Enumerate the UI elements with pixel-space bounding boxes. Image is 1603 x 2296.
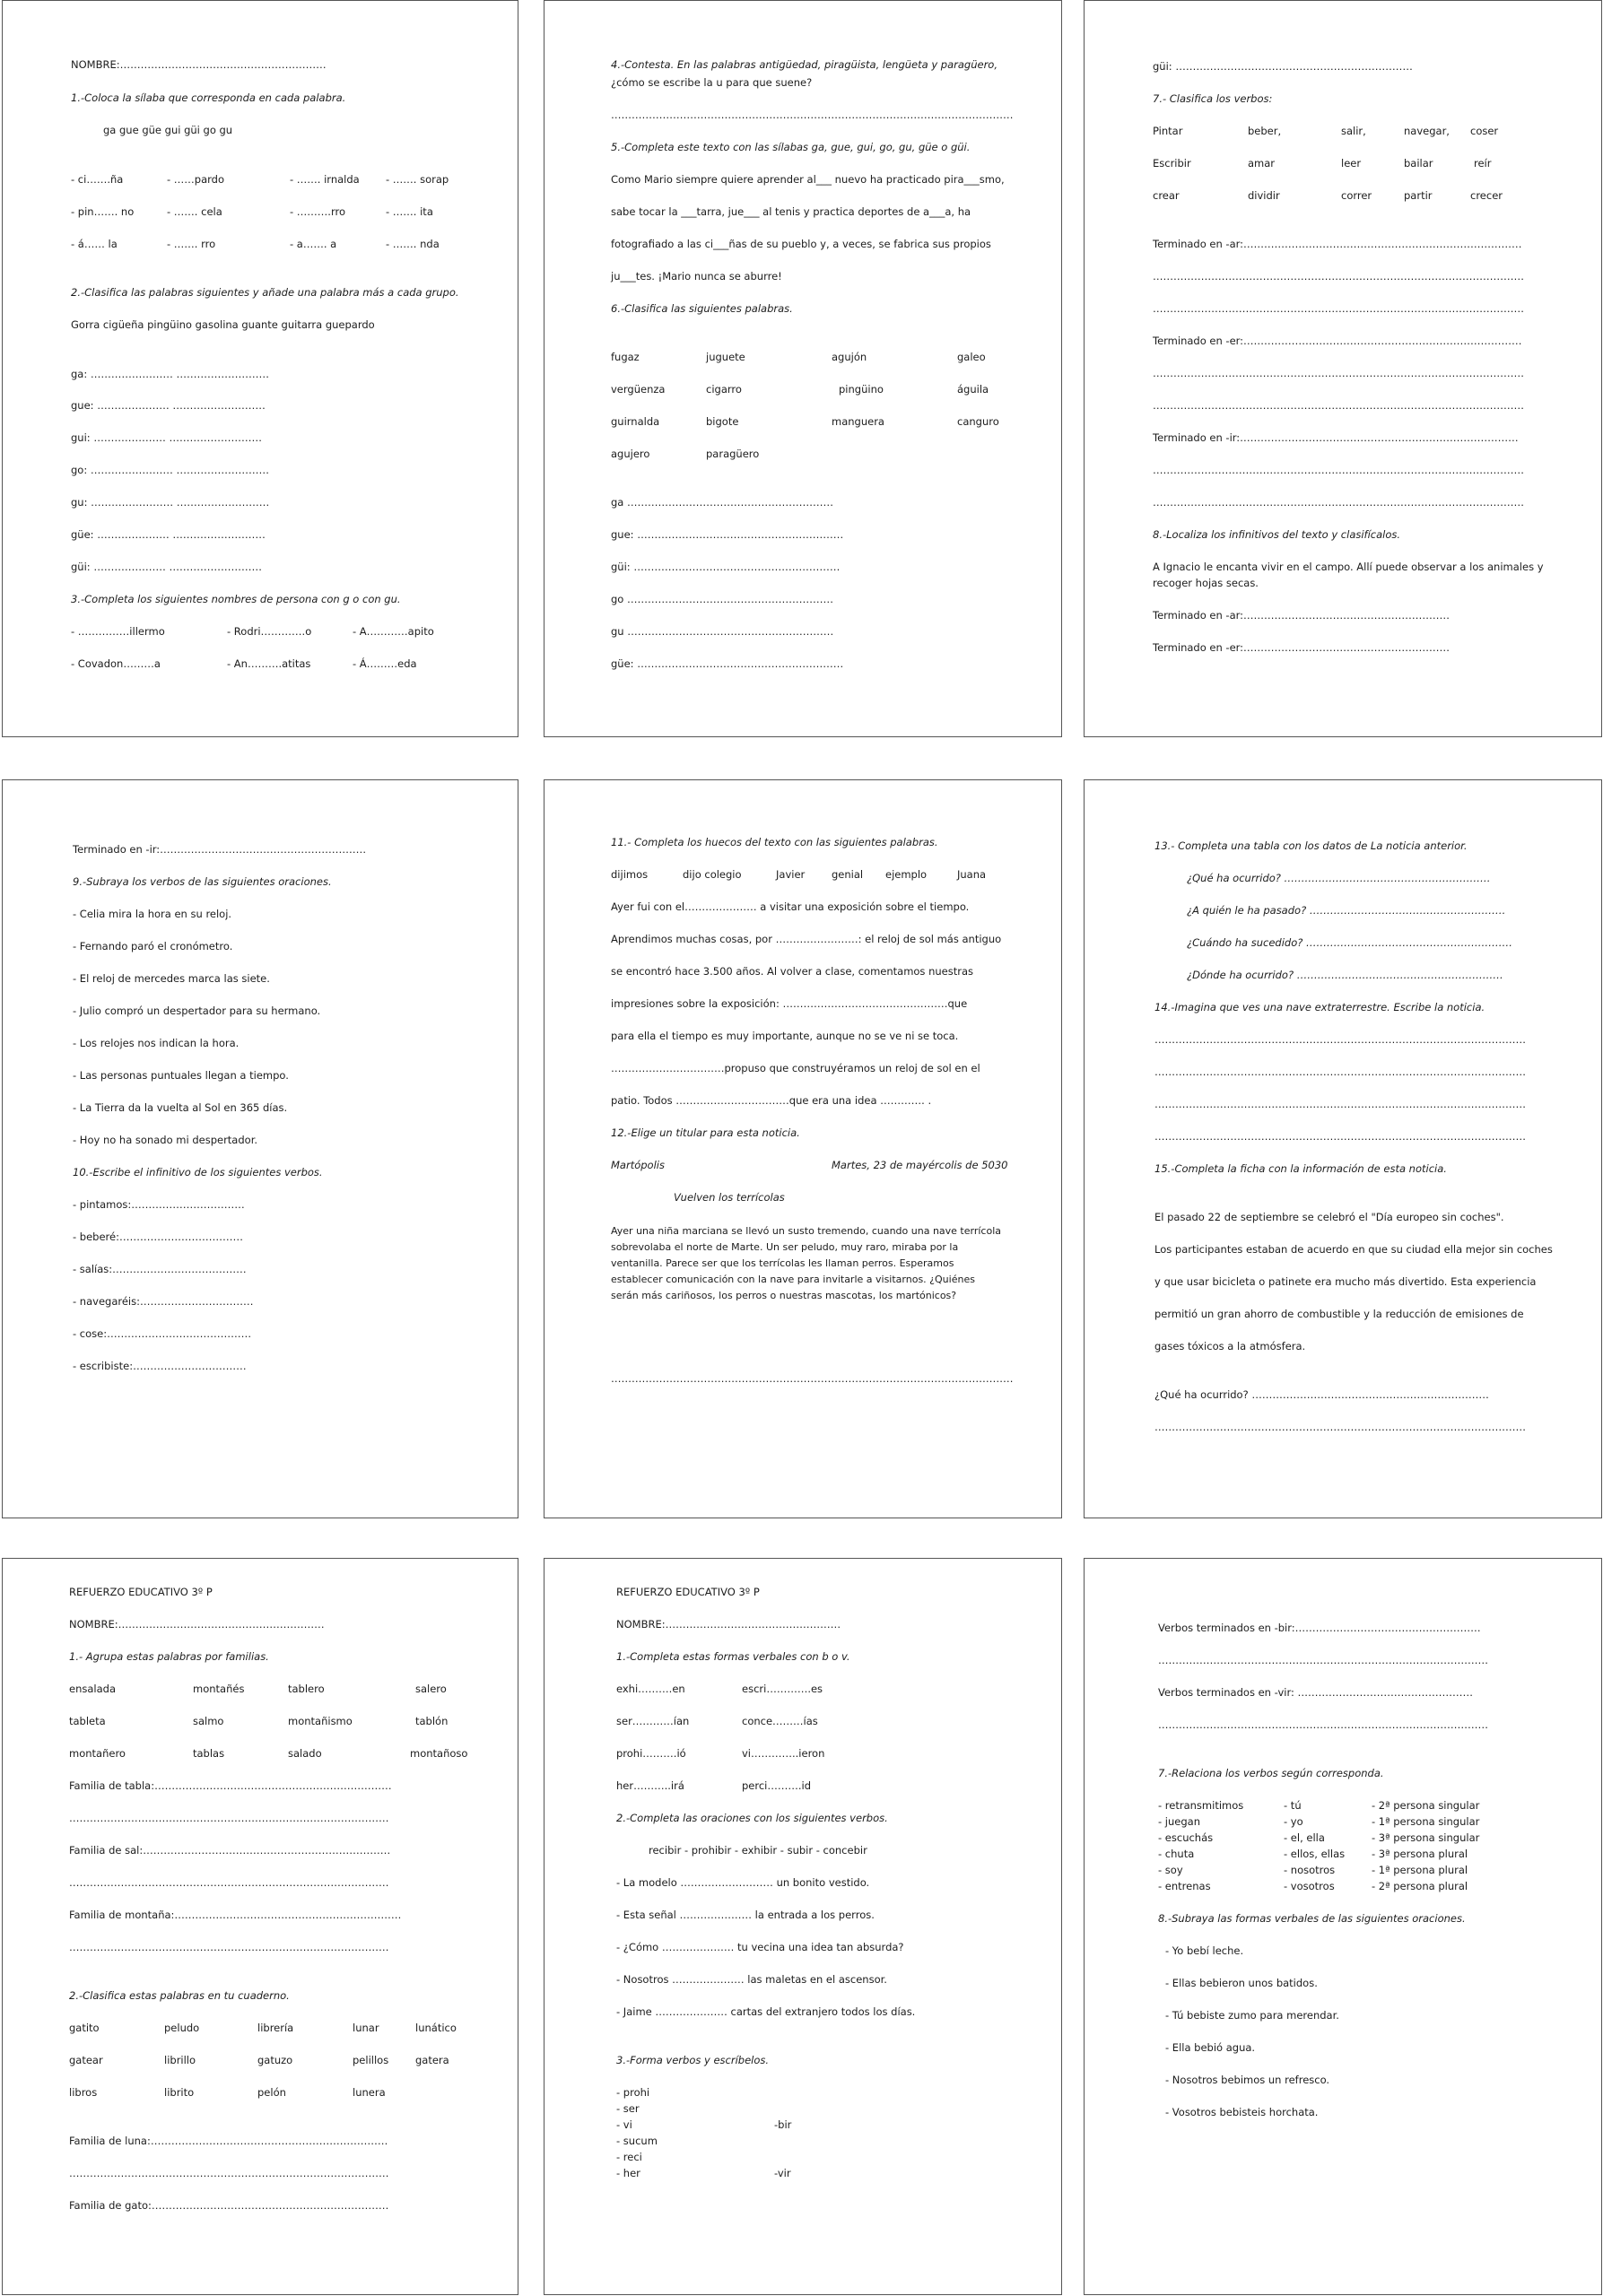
answer-line: gue: …………………………………………………… bbox=[611, 528, 844, 541]
person-item: - 1ª persona singular bbox=[1372, 1815, 1480, 1828]
sentence: - Nosotros bebimos un refresco. bbox=[1165, 2074, 1330, 2086]
word: genial bbox=[832, 868, 864, 881]
question-6: 6.-Clasifica las siguientes palabras. bbox=[611, 302, 793, 315]
answer-line: güi: …………………………………………………… bbox=[611, 561, 841, 573]
answer-line: Terminado en -er:…………………………………………………… bbox=[1153, 641, 1451, 654]
person-item: - 3ª persona plural bbox=[1372, 1848, 1468, 1860]
word-item: - ……. ita bbox=[386, 205, 433, 218]
verb-blank: vi…………..ieron bbox=[742, 1747, 825, 1760]
word: canguro bbox=[957, 415, 999, 428]
sentence: - Esta señal ………………… la entrada a los perros. bbox=[616, 1909, 875, 1921]
text-line: Los participantes estaban de acuerdo en que su ciudad ella mejor sin coches bbox=[1154, 1243, 1553, 1256]
verb-line: - pintamos:…………………………… bbox=[73, 1198, 245, 1211]
news-story: Ayer una niña marciana se llevó un susto tremendo, cuando una nave terrícola sobrevolaba el norte de Marte. Un ser peludo, muy raro, miraba por la ventanilla. Parece ser que los terrícolas les llaman perros. Esperamos establecer comunicación con la nave para invitarle a visitarnos. ¿Quiénes serán más cariñosos, los perros o nuestras mascotas, los martónicos? bbox=[611, 1225, 1001, 1301]
sentence: - Jaime ………………… cartas del extranjero todos los días. bbox=[616, 2005, 916, 2018]
answer-line: ga …………………………………………………… bbox=[611, 496, 834, 509]
text-line: Aprendimos muchas cosas, por ……………………: el reloj de sol más antiguo bbox=[611, 933, 1002, 945]
answer-line: ……………………………………………………………………………………………… bbox=[1154, 1098, 1526, 1110]
verb-line: - salías:………………………………… bbox=[73, 1263, 247, 1275]
name-field: NOMBRE:…………………………………………………… bbox=[69, 1618, 325, 1631]
verb: beber, bbox=[1248, 125, 1282, 137]
answer-line: ……………………………………………………………………………………………… bbox=[1153, 464, 1524, 476]
question-8: 8.-Subraya las formas verbales de las siguientes oraciones. bbox=[1158, 1912, 1466, 1925]
answer-line: ………………………………………………………………………………… bbox=[69, 1941, 389, 1953]
text-line: se encontró hace 3.500 años. Al volver a clase, comentamos nuestras bbox=[611, 965, 973, 978]
answer-line: gu: …………………… ……………………… bbox=[71, 496, 270, 509]
word: bigote bbox=[706, 415, 739, 428]
answer-line: ……………………………………………………………………………………………………… bbox=[611, 1372, 1014, 1385]
sentence: - ¿Cómo ………………… tu vecina una idea tan absurda? bbox=[616, 1941, 904, 1953]
worksheet-page-6 bbox=[1084, 779, 1602, 1518]
verb: Pintar bbox=[1153, 125, 1183, 137]
answer-line: güi: …………………………………………………………… bbox=[1153, 60, 1413, 73]
verb-item: - entrenas bbox=[1158, 1880, 1211, 1892]
list-item: - her bbox=[616, 2167, 640, 2179]
question-10: 10.-Escribe el infinitivo de los siguientes verbos. bbox=[73, 1166, 323, 1178]
word: gatear bbox=[69, 2054, 103, 2066]
word: tablero bbox=[288, 1683, 325, 1695]
question-1: 1.-Coloca la sílaba que corresponda en cada palabra. bbox=[71, 91, 346, 104]
news-headline: Vuelven los terrícolas bbox=[674, 1191, 785, 1204]
word-item: - á…… la bbox=[71, 238, 118, 250]
question-9: 9.-Subraya los verbos de las siguientes oraciones. bbox=[73, 875, 332, 888]
word-item: - ci…….ña bbox=[71, 173, 124, 186]
word: ensalada bbox=[69, 1683, 116, 1695]
word: ejemplo bbox=[885, 868, 928, 881]
verb: crear bbox=[1153, 189, 1180, 202]
verb-line: - beberé:……………………………… bbox=[73, 1231, 243, 1243]
name-field: NOMBRE:…………………………………………………… bbox=[71, 58, 327, 71]
worksheet-header: REFUERZO EDUCATIVO 3º P bbox=[69, 1586, 213, 1598]
news-date: Martes, 23 de mayércolis de 5030 bbox=[832, 1159, 1008, 1171]
answer-line: Terminado en -ir:……………………………………………………………………… bbox=[1153, 431, 1519, 444]
text-line: y que usar bicicleta o patinete era mucho más divertido. Esta experiencia bbox=[1154, 1275, 1537, 1288]
news-place: Martópolis bbox=[611, 1159, 665, 1171]
worksheet-page-3 bbox=[1084, 0, 1602, 737]
text-line: para ella el tiempo es muy importante, aunque no se ve ni se toca. bbox=[611, 1030, 959, 1042]
verb-list: recibir - prohibir - exhibir - subir - concebir bbox=[649, 1844, 867, 1857]
person-item: - 3ª persona singular bbox=[1372, 1831, 1480, 1844]
answer-line: ………………………………………………………………………………… bbox=[69, 2167, 389, 2179]
pronoun-item: - tú bbox=[1284, 1799, 1302, 1812]
verb: amar bbox=[1248, 157, 1276, 170]
verb: correr bbox=[1341, 189, 1372, 202]
suffix-vir: -vir bbox=[774, 2167, 791, 2179]
verb: leer bbox=[1341, 157, 1362, 170]
word: librillo bbox=[164, 2054, 196, 2066]
verb: navegar, bbox=[1404, 125, 1450, 137]
sentence: - Vosotros bebisteis horchata. bbox=[1165, 2106, 1319, 2118]
sentence: - Tú bebiste zumo para merendar. bbox=[1165, 2009, 1339, 2022]
pronoun-item: - yo bbox=[1284, 1815, 1303, 1828]
answer-line: Familia de gato:…………………………………………………………… bbox=[69, 2199, 389, 2212]
question-4: 4.-Contesta. En las palabras antigüedad, piragüista, lengüeta y paragüero, bbox=[611, 58, 998, 71]
pronoun-item: - nosotros bbox=[1284, 1864, 1336, 1876]
word: montañoso bbox=[410, 1747, 468, 1760]
question-line: ¿Qué ha ocurrido? …………………………………………………… bbox=[1187, 872, 1491, 884]
answer-line: Familia de luna:…………………………………………………………… bbox=[69, 2135, 388, 2147]
question-7: 7.-Relaciona los verbos según corresponda. bbox=[1158, 1767, 1384, 1779]
word: tablón bbox=[415, 1715, 449, 1727]
verb-blank: conce………ías bbox=[742, 1715, 818, 1727]
verb-line: - escribiste:…………………………… bbox=[73, 1360, 247, 1372]
word: gatera bbox=[415, 2054, 449, 2066]
word: lunar bbox=[353, 2022, 379, 2034]
answer-line: ……………………………………………………………………………………………… bbox=[1153, 302, 1524, 315]
pronoun-item: - ellos, ellas bbox=[1284, 1848, 1346, 1860]
name-item: - Rodri………….o bbox=[227, 625, 312, 638]
answer-line: Familia de tabla:…………………………………………………………… bbox=[69, 1779, 392, 1792]
text-line: gases tóxicos a la atmósfera. bbox=[1154, 1340, 1306, 1352]
answer-line: gue: ………………… ……………………… bbox=[71, 399, 266, 412]
verb: bailar bbox=[1404, 157, 1433, 170]
question-line: ¿Cuándo ha sucedido? …………………………………………………… bbox=[1187, 936, 1513, 949]
name-item: - A…………apito bbox=[353, 625, 434, 638]
word-item: - pin……. no bbox=[71, 205, 135, 218]
list-item: - sucum bbox=[616, 2135, 658, 2147]
text-line: patio. Todos ……………………………que era una idea …………. . bbox=[611, 1094, 932, 1107]
verb: partir bbox=[1404, 189, 1433, 202]
text-line: impresiones sobre la exposición: …………………………………………que bbox=[611, 997, 968, 1010]
syllable-list: ga gue güe gui güi go gu bbox=[103, 124, 233, 136]
word: gatito bbox=[69, 2022, 100, 2034]
answer-line: …………………………………………………………………………………… bbox=[1158, 1654, 1488, 1666]
person-item: - 1ª persona plural bbox=[1372, 1864, 1468, 1876]
answer-line: ga: …………………… ……………………… bbox=[71, 368, 270, 380]
answer-line: ……………………………………………………………………………………………… bbox=[1153, 399, 1524, 412]
word: librito bbox=[164, 2086, 195, 2099]
word: agujero bbox=[611, 448, 650, 460]
list-item: - vi bbox=[616, 2118, 632, 2131]
answer-line: ………………………………………………………………………………… bbox=[69, 1876, 389, 1889]
answer-line: ¿Qué ha ocurrido? …………………………………………………………… bbox=[1154, 1388, 1489, 1401]
question-5: 5.-Completa este texto con las sílabas ga, gue, gui, go, gu, güe o güi. bbox=[611, 141, 971, 153]
word: lunera bbox=[353, 2086, 386, 2099]
word: águila bbox=[957, 383, 989, 396]
word: paragüero bbox=[706, 448, 760, 460]
worksheet-page-9 bbox=[1084, 1558, 1602, 2295]
word: Juana bbox=[957, 868, 987, 881]
word: salado bbox=[288, 1747, 322, 1760]
word: guirnalda bbox=[611, 415, 660, 428]
sentence: - Celia mira la hora en su reloj. bbox=[73, 908, 232, 920]
word: montañés bbox=[193, 1683, 245, 1695]
answer-line: Verbos terminados en -vir: …………………………………………… bbox=[1158, 1686, 1474, 1699]
word: peludo bbox=[164, 2022, 200, 2034]
word-item: - ……. nda bbox=[386, 238, 440, 250]
question-2: 2.-Clasifica las palabras siguientes y añade una palabra más a cada grupo. bbox=[71, 286, 459, 299]
word: Javier bbox=[776, 868, 806, 881]
answer-line: …………………………………………………………………………………… bbox=[1158, 1718, 1488, 1731]
word-list: Gorra cigüeña pingüino gasolina guante guitarra guepardo bbox=[71, 318, 375, 331]
verb-item: - escuchás bbox=[1158, 1831, 1214, 1844]
list-item: - ser bbox=[616, 2102, 640, 2115]
answer-line: Familia de sal:……………………………………………………………… bbox=[69, 1844, 391, 1857]
word-item: - ……. rro bbox=[167, 238, 216, 250]
question-1: 1.- Agrupa estas palabras por familias. bbox=[69, 1650, 269, 1663]
answer-line: güe: ………………… ……………………… bbox=[71, 528, 266, 541]
worksheet-page-5 bbox=[544, 779, 1062, 1518]
word: lunático bbox=[415, 2022, 457, 2034]
sentence: - Hoy no ha sonado mi despertador. bbox=[73, 1134, 258, 1146]
sentence: - La Tierra da la vuelta al Sol en 365 días. bbox=[73, 1101, 288, 1114]
name-item: - Covadon………a bbox=[71, 657, 161, 670]
word-item: - ……. cela bbox=[167, 205, 222, 218]
verb: Escribir bbox=[1153, 157, 1191, 170]
question-1: 1.-Completa estas formas verbales con b o v. bbox=[616, 1650, 850, 1663]
question-13: 13.- Completa una tabla con los datos de La noticia anterior. bbox=[1154, 839, 1468, 852]
question-3: 3.-Completa los siguientes nombres de persona con g o con gu. bbox=[71, 593, 401, 605]
question-7: 7.- Clasifica los verbos: bbox=[1153, 92, 1273, 105]
answer-line: Terminado en -ar:……………………………………………………………………… bbox=[1153, 238, 1522, 250]
word-item: - ……….rro bbox=[290, 205, 345, 218]
sentence: - Las personas puntuales llegan a tiempo. bbox=[73, 1069, 289, 1082]
word: montañismo bbox=[288, 1715, 353, 1727]
question-line: ¿A quién le ha pasado? ………………………………………………… bbox=[1187, 904, 1506, 917]
answer-line: Familia de montaña:………………………………………………………… bbox=[69, 1909, 402, 1921]
answer-line: ……………………………………………………………………………………………………… bbox=[611, 109, 1014, 121]
question-14: 14.-Imagina que ves una nave extraterrestre. Escribe la noticia. bbox=[1154, 1001, 1485, 1013]
word: juguete bbox=[706, 351, 745, 363]
word: pelón bbox=[257, 2086, 286, 2099]
answer-line: ……………………………………………………………………………………………… bbox=[1153, 367, 1524, 379]
verb-line: - cose:…………………………………… bbox=[73, 1327, 252, 1340]
word: montañero bbox=[69, 1747, 126, 1760]
word: dijo colegio bbox=[683, 868, 742, 881]
verb: crecer bbox=[1470, 189, 1503, 202]
sentence: - Nosotros ………………… las maletas en el ascensor. bbox=[616, 1973, 887, 1986]
verb-item: - juegan bbox=[1158, 1815, 1200, 1828]
question-2: 2.-Completa las oraciones con los siguientes verbos. bbox=[616, 1812, 888, 1824]
question-line: ¿Dónde ha ocurrido? …………………………………………………… bbox=[1187, 969, 1503, 981]
list-item: - prohi bbox=[616, 2086, 650, 2099]
word: librería bbox=[257, 2022, 294, 2034]
verb-item: - retransmitimos bbox=[1158, 1799, 1244, 1812]
word-item: - ……. irnalda bbox=[290, 173, 360, 186]
verb-item: - soy bbox=[1158, 1864, 1183, 1876]
question-8: 8.-Localiza los infinitivos del texto y clasifícalos. bbox=[1153, 528, 1401, 541]
pronoun-item: - vosotros bbox=[1284, 1880, 1335, 1892]
word-item: - ……pardo bbox=[167, 173, 225, 186]
word-item: - a……. a bbox=[290, 238, 337, 250]
word: cigarro bbox=[706, 383, 742, 396]
sentence: - La modelo ……………………… un bonito vestido. bbox=[616, 1876, 870, 1889]
word: pingüino bbox=[839, 383, 884, 396]
verb-blank: her………..irá bbox=[616, 1779, 684, 1792]
word: salero bbox=[415, 1683, 447, 1695]
answer-line: ……………………………………………………………………………………………… bbox=[1154, 1033, 1526, 1046]
verb: salir, bbox=[1341, 125, 1366, 137]
word: tablas bbox=[193, 1747, 225, 1760]
name-item: - ……………illermo bbox=[71, 625, 165, 638]
person-item: - 2ª persona plural bbox=[1372, 1880, 1468, 1892]
sentence: - Yo bebí leche. bbox=[1165, 1944, 1244, 1957]
word-item: - ……. sorap bbox=[386, 173, 449, 186]
word: dijimos bbox=[611, 868, 649, 881]
worksheet-header: REFUERZO EDUCATIVO 3º P bbox=[616, 1586, 760, 1598]
answer-line: gui: ………………… ……………………… bbox=[71, 431, 262, 444]
word: libros bbox=[69, 2086, 98, 2099]
text-line: El pasado 22 de septiembre se celebró el "Día europeo sin coches". bbox=[1154, 1211, 1504, 1223]
answer-line: gu …………………………………………………… bbox=[611, 625, 834, 638]
verb-blank: perci……….id bbox=[742, 1779, 812, 1792]
sentence: - Ella bebió agua. bbox=[1165, 2041, 1256, 2054]
sentence: - El reloj de mercedes marca las siete. bbox=[73, 972, 270, 985]
verb-blank: escri………….es bbox=[742, 1683, 823, 1695]
worksheet-page-7 bbox=[2, 1558, 518, 2295]
text-line: ju___tes. ¡Mario nunca se aburre! bbox=[611, 270, 782, 283]
word: galeo bbox=[957, 351, 986, 363]
word: vergüenza bbox=[611, 383, 666, 396]
answer-line: Terminado en -ir:…………………………………………………… bbox=[73, 843, 367, 856]
answer-line: Terminado en -ar:…………………………………………………… bbox=[1153, 609, 1451, 622]
sentence: - Los relojes nos indican la hora. bbox=[73, 1037, 240, 1049]
pronoun-item: - el, ella bbox=[1284, 1831, 1325, 1844]
list-item: - reci bbox=[616, 2151, 642, 2163]
verb-item: - chuta bbox=[1158, 1848, 1195, 1860]
text-line: ……………………………propuso que construyéramos un reloj de sol en el bbox=[611, 1062, 980, 1074]
answer-line: ……………………………………………………………………………………………… bbox=[1154, 1421, 1526, 1433]
name-field: NOMBRE:…………………………………………… bbox=[616, 1618, 841, 1631]
text-line: permitió un gran ahorro de combustible y la reducción de emisiones de bbox=[1154, 1308, 1524, 1320]
worksheet-page-8 bbox=[544, 1558, 1062, 2295]
word: salmo bbox=[193, 1715, 224, 1727]
name-item: - Á………eda bbox=[353, 657, 417, 670]
word: tableta bbox=[69, 1715, 106, 1727]
suffix-bir: -bir bbox=[774, 2118, 792, 2131]
sentence: - Ellas bebieron unos batidos. bbox=[1165, 1977, 1318, 1989]
text-line: Ayer fui con el………………… a visitar una exposición sobre el tiempo. bbox=[611, 900, 970, 913]
word: manguera bbox=[832, 415, 884, 428]
verb-blank: exhi……….en bbox=[616, 1683, 685, 1695]
text-line: A Ignacio le encanta vivir en el campo. Allí puede observar a los animales y bbox=[1153, 561, 1544, 573]
question-11: 11.- Completa los huecos del texto con las siguientes palabras. bbox=[611, 836, 938, 848]
answer-line: güe: …………………………………………………… bbox=[611, 657, 844, 670]
sentence: - Julio compró un despertador para su hermano. bbox=[73, 1004, 321, 1017]
question-3: 3.-Forma verbos y escríbelos. bbox=[616, 2054, 770, 2066]
question-2: 2.-Clasifica estas palabras en tu cuaderno. bbox=[69, 1989, 290, 2002]
text-line: Como Mario siempre quiere aprender al___ nuevo ha practicado pira___smo, bbox=[611, 173, 1005, 186]
verb-blank: ser…………ían bbox=[616, 1715, 690, 1727]
verb: reír bbox=[1474, 157, 1492, 170]
word: gatuzo bbox=[257, 2054, 293, 2066]
verb: dividir bbox=[1248, 189, 1280, 202]
answer-line: ………………………………………………………………………………… bbox=[69, 1812, 389, 1824]
answer-line: go …………………………………………………… bbox=[611, 593, 833, 605]
text-line: sabe tocar la ___tarra, jue___ al tenis y practica deportes de a___a, ha bbox=[611, 205, 971, 218]
verb-blank: prohi……….ió bbox=[616, 1747, 686, 1760]
verb: coser bbox=[1470, 125, 1499, 137]
word: pelillos bbox=[353, 2054, 389, 2066]
answer-line: ……………………………………………………………………………………………… bbox=[1154, 1065, 1526, 1078]
person-item: - 2ª persona singular bbox=[1372, 1799, 1480, 1812]
answer-line: Terminado en -er:……………………………………………………………………… bbox=[1153, 335, 1522, 347]
word: agujón bbox=[832, 351, 867, 363]
text-line: fotografiado a las ci___ñas de su pueblo y, a veces, se fabrica sus propios bbox=[611, 238, 991, 250]
answer-line: go: …………………… ……………………… bbox=[71, 464, 270, 476]
text-line: recoger hojas secas. bbox=[1153, 577, 1259, 589]
verb-line: - navegaréis:…………………………… bbox=[73, 1295, 254, 1308]
answer-line: ……………………………………………………………………………………………… bbox=[1153, 270, 1524, 283]
worksheet-page-2 bbox=[544, 0, 1062, 737]
word: fugaz bbox=[611, 351, 640, 363]
answer-line: Verbos terminados en -bir:……………………………………………… bbox=[1158, 1622, 1481, 1634]
answer-line: güi: ………………… ……………………… bbox=[71, 561, 262, 573]
question-15: 15.-Completa la ficha con la información de esta noticia. bbox=[1154, 1162, 1447, 1175]
question-12: 12.-Elige un titular para esta noticia. bbox=[611, 1126, 800, 1139]
worksheet-page-4 bbox=[2, 779, 518, 1518]
question-4-cont: ¿cómo se escribe la u para que suene? bbox=[611, 76, 813, 89]
answer-line: ……………………………………………………………………………………………… bbox=[1154, 1130, 1526, 1143]
sentence: - Fernando paró el cronómetro. bbox=[73, 940, 233, 952]
name-item: - An……….atitas bbox=[227, 657, 311, 670]
worksheet-page-1 bbox=[2, 0, 518, 737]
answer-line: ……………………………………………………………………………………………… bbox=[1153, 496, 1524, 509]
